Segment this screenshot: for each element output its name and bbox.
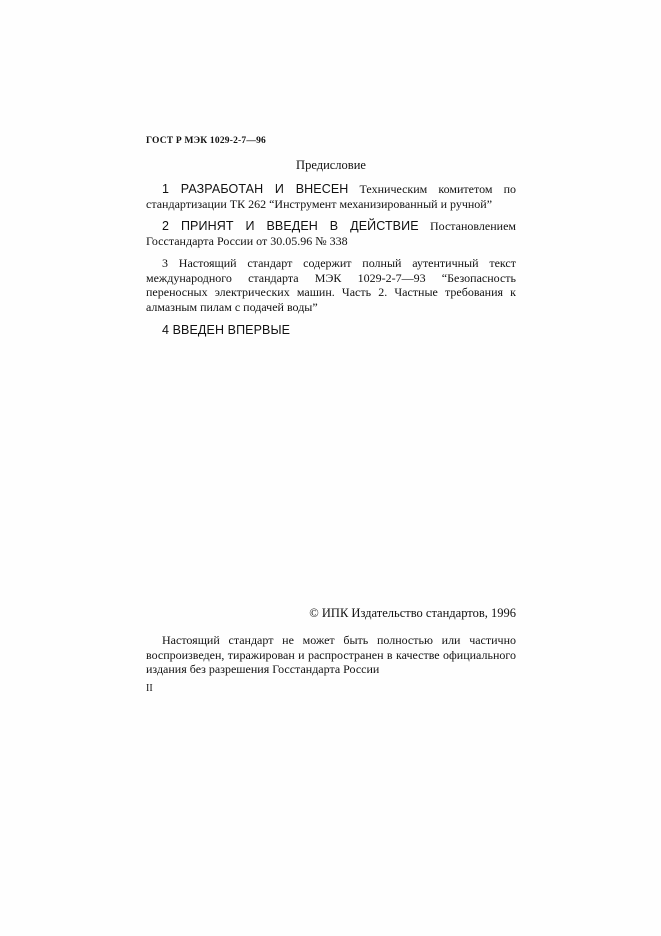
document-id: ГОСТ Р МЭК 1029-2-7—96: [146, 136, 266, 146]
preface-item-2: [146, 219, 516, 248]
preface-item-1: [146, 182, 516, 211]
page-number: II: [146, 683, 153, 694]
preface-item-4-lead: 4 ВВЕДЕН ВПЕРВЫЕ: [162, 323, 291, 337]
reproduction-notice: Настоящий стандарт не может быть полностью или частично воспроизведен, тиражирован и распространен в качестве официального издания без разрешения Госстандарта России: [146, 633, 516, 677]
preface-item-3: [146, 256, 516, 314]
preface-title: Предисловие: [296, 158, 366, 172]
preface-item-1-lead: 1 РАЗРАБОТАН И ВНЕСЕН: [162, 182, 349, 196]
preface-item-1-text: Техническим комитетом по стандартизации ТК 262 “Инструмент механизированный и ручной”: [146, 182, 516, 211]
preface-item-2-text: Постановлением Госстандарта России от 30.05.96 № 338: [146, 219, 516, 248]
copyright-line: © ИПК Издательство стандартов, 1996: [309, 606, 516, 620]
preface-item-4: [146, 323, 516, 338]
preface-item-2-lead: 2 ПРИНЯТ И ВВЕДЕН В ДЕЙСТВИЕ: [162, 219, 419, 233]
preface-item-3-text: 3 Настоящий стандарт содержит полный аутентичный текст международного стандарта МЭК 1029-2-7—93 “Безопасность переносных электрических машин. Часть 2. Частные требования к алмазным пилам с подачей воды”: [146, 256, 516, 314]
